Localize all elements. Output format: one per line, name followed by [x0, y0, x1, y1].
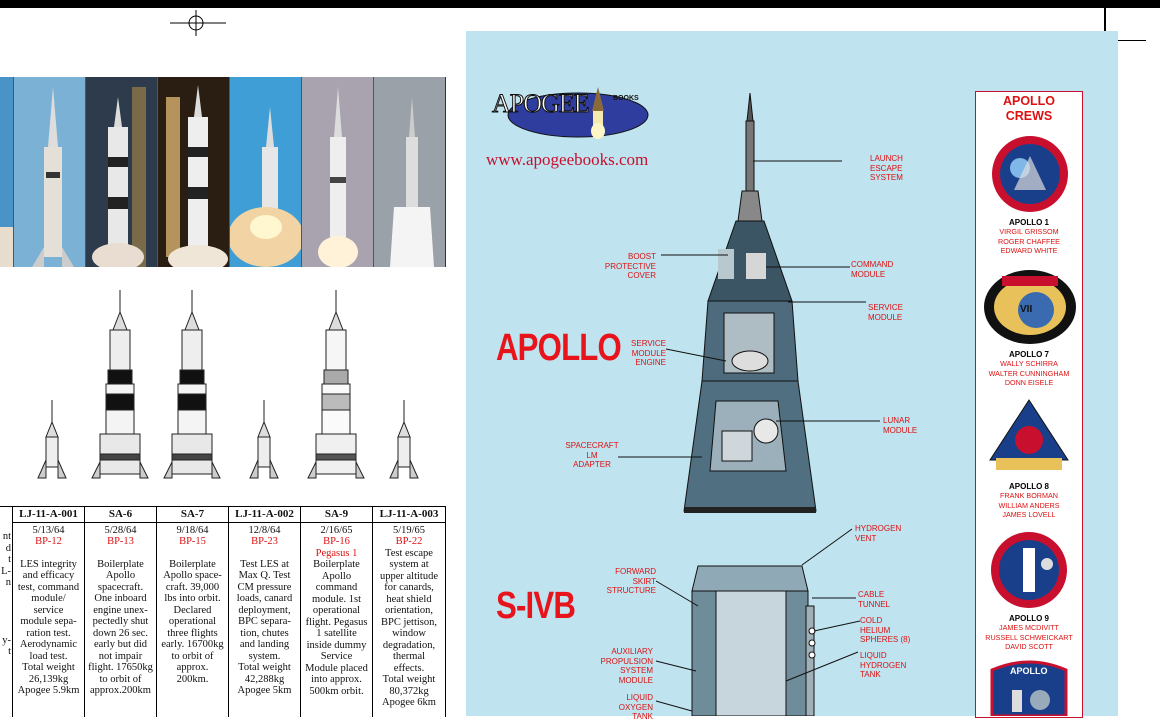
label-liquid-oxygen: LIQUID OXYGEN TANK [618, 693, 653, 721]
description-line: upper altitude [379, 570, 439, 582]
description-line: window [392, 628, 426, 639]
description-line: approx.200km [90, 685, 151, 696]
label-sla: SPACECRAFT LM ADAPTER [565, 441, 619, 469]
launch-photo [230, 77, 302, 267]
description-line: Module placed [305, 662, 368, 674]
partial-text: L- [1, 565, 11, 577]
crew-apollo-8: APOLLO 8 FRANK BORMAN WILLIAM ANDERS JAMES LOVELL [998, 482, 1060, 519]
flight-id: LJ-11-A-002 [229, 507, 300, 523]
label-service-module: SERVICE MODULE [868, 303, 903, 322]
table-column [85, 507, 157, 717]
description-line: ration test. [26, 627, 71, 639]
sivb-title: S-IVB [496, 585, 576, 627]
description-line: deployment, [238, 604, 291, 616]
description-line: Apogee 5.9km [17, 685, 80, 696]
launch-photo [374, 77, 446, 267]
description-line: early. 16700kg [161, 639, 224, 650]
description-line: effects. [393, 662, 425, 674]
flight-description [373, 548, 445, 709]
boilerplate-id: BP-16 [323, 536, 350, 547]
apollo-poster-panel [466, 31, 1118, 721]
logo-text: APOGEE [492, 89, 589, 118]
partial-text: d [5, 542, 11, 554]
boilerplate-id: BP-22 [395, 536, 423, 547]
description-line: Apollo space- [163, 570, 222, 581]
flight-date: 5/13/64 [32, 524, 65, 536]
description-line: Boilerplate [313, 559, 360, 570]
description-line: loads, canard [236, 593, 293, 604]
description-line: One inboard [94, 593, 147, 604]
description-line: test, command [17, 581, 80, 593]
launch-photo [0, 77, 14, 267]
apollo-9-patch-icon [989, 530, 1069, 610]
flight-id: SA-7 [157, 507, 228, 523]
partial-text: n [5, 577, 11, 588]
flight-description [85, 559, 156, 697]
launch-photo [14, 77, 86, 267]
partial-text: t [8, 554, 11, 565]
rocket-sa-7 [164, 290, 220, 478]
flight-description [229, 559, 300, 697]
label-boost-cover: BOOST PROTECTIVE COVER [604, 252, 656, 280]
launch-photo-strip [0, 77, 446, 267]
boilerplate-id: BP-12 [35, 536, 62, 547]
label-forward-skirt: FORWARD SKIRT STRUCTURE [606, 567, 656, 595]
label-command-module: COMMAND MODULE [851, 260, 894, 279]
flight-date: 2/16/65 [320, 524, 353, 536]
description-line: 42,288kg [244, 673, 285, 685]
description-line: module/ [31, 593, 66, 604]
description-line: early but did [93, 639, 148, 650]
description-line: Boilerplate [97, 558, 144, 570]
crop-mark-right [1104, 0, 1106, 32]
description-line: Boilerplate [169, 558, 216, 570]
description-line: flight. 17650kg [88, 662, 153, 673]
description-line: service [33, 604, 64, 616]
boilerplate-id: BP-15 [179, 536, 206, 547]
flight-id: LJ-11-A-003 [373, 507, 445, 523]
label-liquid-hydrogen: LIQUID HYDROGEN TANK [860, 651, 907, 679]
description-line: operational [168, 616, 217, 627]
flight-description [13, 559, 84, 697]
description-line: system at [389, 559, 429, 570]
flight-id: SA-9 [301, 507, 372, 523]
boilerplate-id: BP-23 [251, 536, 278, 547]
table-column [229, 507, 301, 717]
table-column [13, 507, 85, 717]
crew-apollo-1: APOLLO 1 VIRGIL GRISSOM ROGER CHAFFEE EDWARD WHITE [998, 218, 1060, 255]
label-lunar-module: LUNAR MODULE [883, 416, 918, 435]
description-line: module. 1st [312, 593, 361, 605]
description-line: Service [320, 651, 353, 662]
partial-text: t [8, 646, 11, 657]
label-aps-module: AUXILIARY PROPULSION SYSTEM MODULE [600, 647, 653, 685]
description-line: operational [312, 605, 361, 616]
launch-photo [158, 77, 230, 267]
table-column [157, 507, 229, 717]
description-line: module sepa- [20, 616, 77, 627]
apollo-crews-box [975, 91, 1083, 718]
description-line: Total weight [382, 674, 436, 685]
description-line: 500km orbit. [309, 685, 364, 697]
description-line: engine unex- [93, 604, 148, 616]
description-line: degradation, [382, 639, 436, 651]
description-line: three flights [167, 627, 218, 639]
boilerplate-id: BP-13 [107, 536, 134, 547]
website-url[interactable]: www.apogeebooks.com [486, 150, 649, 169]
description-line: and efficacy [22, 570, 75, 581]
payload-name: Pegasus 1 [315, 547, 358, 559]
flight-id: LJ-11-A-001 [13, 507, 84, 523]
description-line: Test escape [385, 547, 433, 559]
description-line: Apogee 6km [382, 697, 436, 708]
description-line: tion, chutes [240, 627, 289, 639]
flight-table [0, 506, 446, 717]
label-sm-engine: SERVICE MODULE ENGINE [631, 339, 666, 367]
description-line: to orbit of [99, 673, 142, 685]
partial-text: nt [2, 531, 11, 542]
description-line: system. [248, 650, 281, 662]
label-helium-spheres: COLD HELIUM SPHERES (8) [860, 616, 911, 644]
description-line: LES integrity [20, 558, 77, 570]
apollo-7-patch-text: VII [1020, 304, 1033, 315]
description-line: Test LES at [240, 558, 289, 570]
description-line: down 26 sec. [92, 627, 149, 639]
label-cable-tunnel: CABLE TUNNEL [858, 590, 891, 609]
description-line: BPC separa- [238, 616, 291, 627]
description-line: CM pressure [237, 581, 292, 593]
flight-description [157, 559, 228, 686]
rocket-lj-11-a-003 [390, 400, 418, 478]
crew-apollo-7: APOLLO 7 WALLY SCHIRRA WALTER CUNNINGHAM DONN EISELE [988, 350, 1070, 387]
apollo-1-patch-icon [990, 134, 1070, 214]
description-line: inside dummy [306, 639, 367, 651]
description-line: Total weight [238, 662, 291, 673]
description-line: command [315, 582, 358, 593]
description-line: approx. [176, 662, 209, 673]
description-line: Apogee 5km [237, 685, 292, 696]
description-line: load test. [29, 650, 68, 662]
description-line: Apollo [321, 570, 352, 582]
description-line: orientation, [384, 605, 434, 616]
description-line: BPC jettison, [380, 616, 437, 628]
apollo-title: APOLLO [496, 327, 621, 369]
crop-mark-right-horizontal [1116, 40, 1146, 41]
launch-photo [86, 77, 158, 267]
flight-id: SA-6 [85, 507, 156, 523]
partial-text: y- [2, 634, 11, 646]
description-line: craft. 39,000 [165, 581, 220, 593]
flight-date: 9/18/64 [176, 524, 209, 536]
logo-books-text: BOOKS [613, 95, 639, 102]
crew-apollo-9: APOLLO 9 JAMES MCDIVITT RUSSELL SCHWEICKART DAVID SCOTT [985, 614, 1073, 651]
description-line: into approx. [311, 674, 362, 685]
description-line: to orbit of [171, 650, 214, 662]
description-line: 200km. [176, 673, 209, 685]
rocket-sa-6 [92, 290, 148, 478]
launch-photo [302, 77, 374, 267]
description-line: Declared [173, 604, 212, 616]
rocket-profile-diagrams [0, 282, 446, 482]
apollo-8-patch-icon [988, 398, 1070, 478]
flight-date: 12/8/64 [248, 524, 281, 536]
description-line: Aerodynamic [19, 639, 78, 650]
rocket-lj-11-a-002 [250, 400, 278, 478]
description-line: 26,139kg [28, 673, 69, 685]
description-line: Total weight [22, 662, 75, 673]
description-line: not impair [98, 650, 143, 662]
description-line: thermal [392, 651, 426, 662]
description-line: spacecraft. [97, 581, 144, 593]
registration-mark-icon [170, 6, 226, 36]
table-column [301, 507, 373, 717]
description-line: Max Q. Test [238, 570, 291, 581]
description-line: flight. Pegasus [305, 616, 368, 628]
table-column [373, 507, 446, 717]
description-line: pectedly shut [92, 616, 149, 627]
description-line: heat shield [386, 593, 432, 605]
description-line: lbs into orbit. [164, 593, 221, 604]
apollo-cutaway-diagram [466, 31, 966, 716]
table-column-partial [0, 507, 13, 717]
flight-date: 5/19/65 [392, 524, 426, 536]
label-launch-escape: LAUNCH ESCAPE SYSTEM [870, 154, 903, 182]
description-line: and landing [239, 639, 290, 650]
description-line: Apollo [105, 570, 136, 581]
crews-title: APOLLO CREWS [1002, 94, 1056, 123]
description-line: 80,372kg [389, 685, 429, 697]
label-hydrogen-vent: HYDROGEN VENT [855, 524, 902, 543]
rocket-sa-9 [308, 290, 364, 478]
flight-description [301, 559, 372, 697]
description-line: 1 satellite [316, 628, 357, 639]
apollo-10-patch-text: APOLLO [1010, 666, 1048, 676]
flight-date: 5/28/64 [104, 524, 137, 536]
rocket-lj-11-a-001 [38, 400, 66, 478]
description-line: for canards, [384, 582, 434, 593]
